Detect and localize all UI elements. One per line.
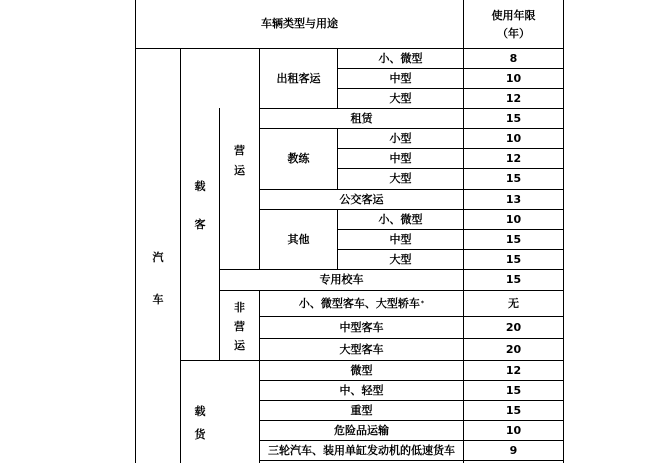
row-years: 12: [505, 91, 522, 105]
rule-right-border: [563, 0, 564, 463]
commercial-char-2: 运: [234, 164, 245, 177]
row-years: 12: [505, 363, 522, 377]
row-label: 三轮汽车、装用单缸发动机的低速货车: [268, 443, 455, 457]
row-label: 大型: [389, 172, 412, 185]
row-label: 中型: [389, 71, 412, 85]
row-years: 13: [505, 192, 522, 206]
row-years: 15: [505, 232, 522, 246]
noncommercial-char-2: 营: [234, 320, 245, 333]
header-years-label: 使用年限: [491, 9, 536, 22]
group-other: [260, 210, 337, 269]
noncommercial-char-1: 非: [234, 301, 245, 314]
row-years: 15: [505, 273, 522, 286]
row-label: 小型: [389, 131, 412, 145]
row-years: 8: [509, 51, 518, 65]
row-years: 10: [505, 131, 522, 145]
row-label: 大型客车: [339, 342, 384, 356]
header-category-label: 车辆类型与用途: [261, 17, 338, 30]
row-label: 中型: [389, 232, 412, 246]
rule-left-border: [135, 0, 136, 463]
row-label-sedan: [260, 291, 463, 316]
row-years: 15: [505, 252, 522, 266]
row-label: 微型: [350, 363, 373, 377]
row-label: 公交客运: [339, 192, 384, 206]
row-label: 中型: [389, 151, 412, 165]
row-label: 中、轻型: [339, 383, 384, 397]
row-years: 10: [505, 423, 522, 437]
row-label: 中型客车: [339, 320, 384, 334]
group-training-label: 教练: [287, 152, 310, 165]
group-other-label: 其他: [287, 232, 310, 246]
row-label: 大型: [389, 91, 412, 105]
header-years: [464, 0, 563, 48]
cargo-char-1: 载: [194, 405, 206, 418]
noncommercial-char-3: 运: [234, 339, 245, 352]
row-years: 无: [508, 296, 519, 310]
row-years: 12: [505, 151, 522, 165]
group-taxi: [260, 49, 337, 108]
auto-char-2: 车: [152, 293, 164, 306]
row-years: 15: [505, 111, 522, 125]
rule: [259, 460, 564, 461]
row-years: 20: [505, 342, 522, 356]
row-label-text: 小、微型客车、大型轿车: [298, 296, 420, 310]
footnote-mark: *: [420, 299, 425, 307]
row-years: 15: [505, 172, 522, 185]
passenger-char-2: 客: [194, 218, 206, 231]
row-label: 危险品运输: [334, 423, 389, 437]
cargo-char-2: 货: [194, 428, 206, 441]
row-label: 大型: [389, 252, 412, 266]
group-taxi-label: 出租客运: [276, 71, 321, 85]
row-label: 小、微型: [378, 212, 423, 226]
auto-char-1: 汽: [152, 251, 164, 264]
row-years: 10: [505, 71, 522, 85]
row-years: 15: [505, 403, 522, 417]
row-years: 15: [505, 383, 522, 397]
row-years: 10: [505, 212, 522, 226]
row-label: 租赁: [350, 111, 373, 125]
header-years-unit: （年）: [497, 27, 530, 40]
header-category: [136, 0, 463, 48]
row-label: 重型: [350, 403, 373, 417]
row-label: 专用校车: [319, 273, 364, 286]
row-label: 小、微型: [378, 51, 423, 65]
group-training: [260, 129, 337, 189]
commercial-char-1: 营: [234, 144, 245, 157]
row-years: 9: [509, 443, 518, 457]
passenger-char-1: 载: [194, 180, 206, 193]
row-years: 20: [505, 320, 522, 334]
